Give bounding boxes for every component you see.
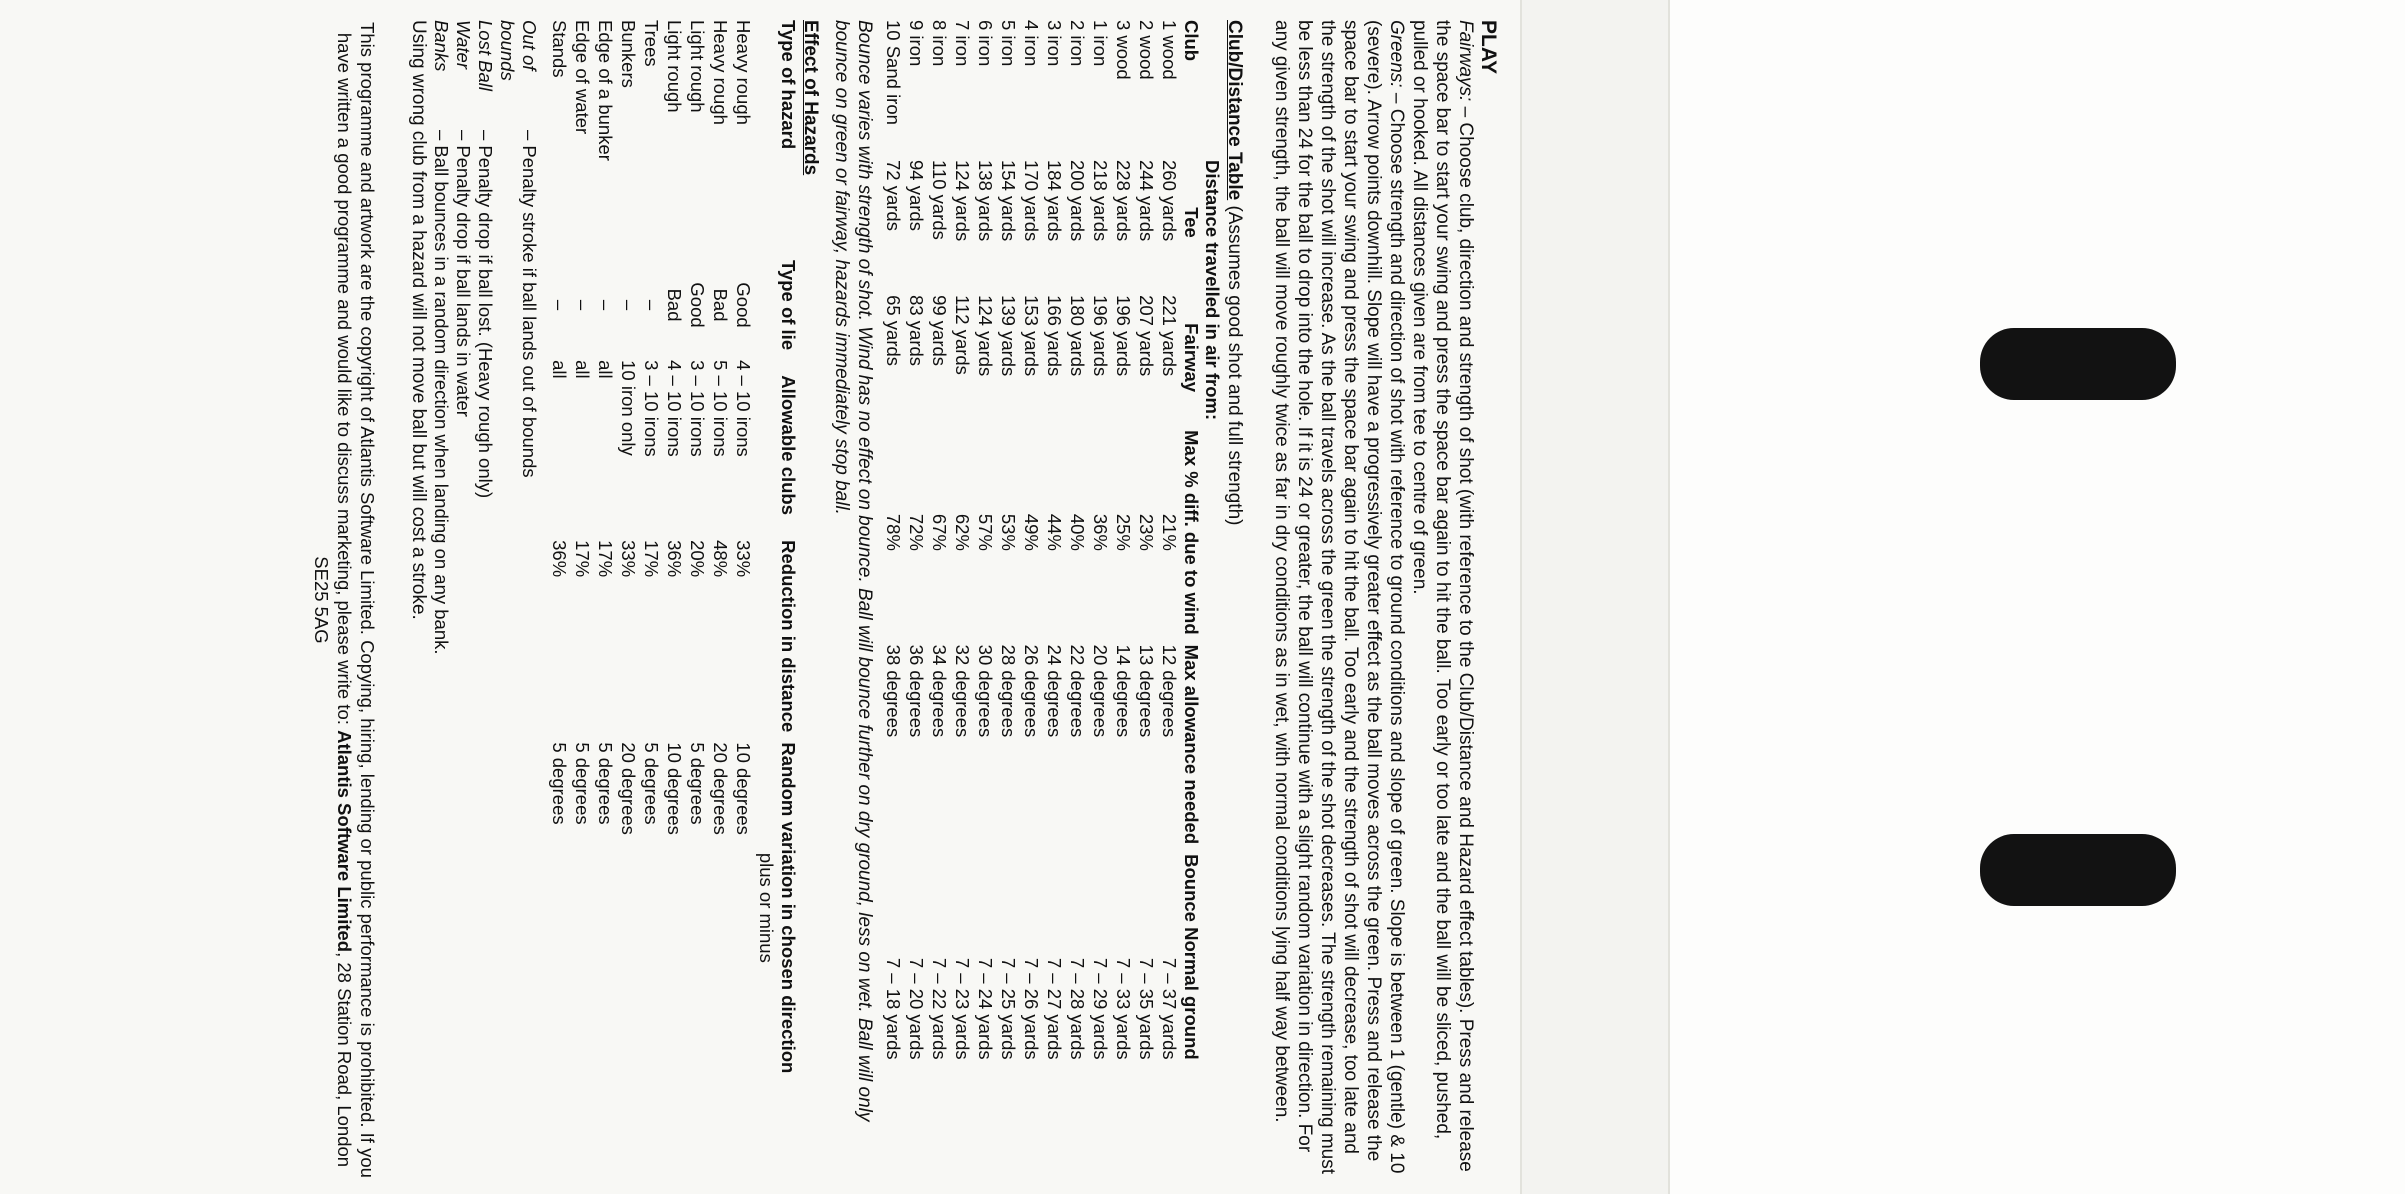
bounce-note: Bounce varies with strength of shot. Wind has no effect on bounce. Ball will bounce further on dry ground, less on wet. Ball will only bounce on green or fairway, hazards immediately stop ball.	[831, 20, 875, 1122]
cell-clubs: 10 iron only	[618, 360, 639, 456]
hazard-row	[594, 20, 617, 1083]
copyright-notice	[310, 20, 379, 1180]
cell-club: 7 iron	[952, 20, 973, 67]
cell-fairway: 65 yards	[883, 295, 904, 367]
rotated-instructions	[30, 20, 1500, 1180]
cell-bounce: 7 – 28 yards	[1067, 957, 1088, 1060]
cell-clubs: 4 – 10 irons	[733, 360, 754, 457]
punch-hole	[1980, 328, 2176, 400]
cell-type: Light rough	[687, 20, 708, 113]
cell-type: Stands	[549, 20, 570, 78]
club-row	[1158, 20, 1181, 1070]
hazard-table-title: Effect of Hazards	[800, 20, 821, 176]
club-row	[1066, 20, 1089, 1070]
cell-wind: 40%	[1067, 513, 1088, 551]
cell-club: 1 wood	[1159, 20, 1180, 80]
cell-wind: 67%	[929, 513, 950, 551]
rule-text: – Penalty drop if ball lost. (Heavy rough only)	[475, 130, 496, 499]
col-distance-group: Distance travelled in air from:	[1202, 160, 1223, 421]
cell-fairway: 83 yards	[906, 295, 927, 367]
cell-wind: 44%	[1044, 513, 1065, 551]
cell-variation: 5 degrees	[549, 742, 570, 825]
cell-variation: 5 degrees	[641, 742, 662, 825]
cell-allowance: 13 degrees	[1136, 644, 1157, 738]
cell-lie: Bad	[710, 288, 731, 322]
plus-minus-label: plus or minus	[756, 852, 777, 963]
hazard-table-body	[548, 20, 755, 1083]
cell-bounce: 7 – 25 yards	[998, 957, 1019, 1060]
cell-fairway: 196 yards	[1090, 295, 1111, 377]
cell-wind: 57%	[975, 513, 996, 551]
company-name: Atlantis Software Limited	[334, 730, 355, 953]
cell-reduction: 33%	[733, 540, 754, 578]
cell-bounce: 7 – 37 yards	[1159, 957, 1180, 1060]
cell-lie: Good	[733, 282, 754, 328]
cell-reduction: 17%	[595, 540, 616, 578]
col-allowance: Max allowance needed	[1181, 644, 1202, 845]
rule-term: Banks	[431, 20, 452, 72]
cell-tee: 94 yards	[906, 160, 927, 231]
club-row	[951, 20, 974, 1070]
greens-text: – Choose strength and direction of shot with reference to ground conditions and slope of green. Slope is between 1 (gentle) & 10 (severe). Arrow points downhill. Slope will have a progressively greater effect as the ball moves across the green. Press and release the space bar to start your swing and press the space bar again to hit the ball. Too early and the strength of shot will decrease, too late and the strength of the shot will increase. As the ball travels across the green the strength of the shot decreases. The strength remaining must be less than 24 for the ball to drop into the hole. If it is 24 or greater, the ball will continue with a slight random variation in direction. For any given strength, the ball will move roughly twice as far in dry conditions as in wet, with normal conditions lying half way between.	[1271, 20, 1407, 1174]
cell-clubs: all	[549, 360, 570, 379]
cell-lie: –	[641, 299, 662, 311]
flap-panel	[1668, 0, 2405, 1194]
rule-text: – Penalty stroke if ball lands out of bounds	[519, 130, 540, 478]
cell-bounce: 7 – 22 yards	[929, 957, 950, 1060]
cell-type: Heavy rough	[710, 20, 731, 125]
hazard-row	[663, 20, 686, 1083]
cell-club: 5 iron	[998, 20, 1019, 67]
copyright-text: This programme and artwork are the copyright of Atlantis Software Limited. Copying, hiring, lending or public performance is prohibited. If you have written a good programme and would like to discuss marketing, please write to:	[334, 22, 378, 1178]
hazard-row	[640, 20, 663, 1083]
cell-tee: 138 yards	[975, 160, 996, 242]
cell-club: 6 iron	[975, 20, 996, 67]
cell-fairway: 196 yards	[1113, 295, 1134, 377]
fairways-label: Fairways:	[1455, 20, 1476, 102]
club-distance-table	[882, 20, 1223, 1070]
cell-type: Edge of a bunker	[595, 20, 616, 161]
cell-lie: Bad	[664, 288, 685, 322]
club-row	[1112, 20, 1135, 1070]
cell-bounce: 7 – 24 yards	[975, 957, 996, 1060]
cell-allowance: 38 degrees	[883, 644, 904, 738]
col-fairway: Fairway	[1181, 323, 1202, 393]
cell-wind: 25%	[1113, 513, 1134, 551]
cell-allowance: 36 degrees	[906, 644, 927, 738]
col-reduction: Reduction in distance	[778, 540, 799, 733]
cell-clubs: all	[595, 360, 616, 379]
wrong-club-rule: Using wrong club from a hazard will not move ball but will cost a stroke.	[408, 20, 429, 620]
hazard-row	[732, 20, 755, 1083]
hazard-row	[617, 20, 640, 1083]
cell-allowance: 14 degrees	[1113, 644, 1134, 738]
cell-allowance: 24 degrees	[1044, 644, 1065, 738]
cell-tee: 228 yards	[1113, 160, 1134, 242]
cell-bounce: 7 – 33 yards	[1113, 957, 1134, 1060]
cell-clubs: 4 – 10 irons	[664, 360, 685, 457]
cell-wind: 78%	[883, 513, 904, 551]
hazard-rules	[430, 20, 540, 1180]
cell-clubs: 3 – 10 irons	[641, 360, 662, 457]
col-lie: Type of lie	[778, 260, 799, 351]
fold-line	[1520, 0, 1522, 1194]
cell-variation: 10 degrees	[733, 742, 754, 835]
cell-reduction: 36%	[549, 540, 570, 578]
hazard-table	[548, 20, 799, 1083]
cell-allowance: 28 degrees	[998, 644, 1019, 738]
cell-club: 3 wood	[1113, 20, 1134, 80]
cell-allowance: 22 degrees	[1067, 644, 1088, 738]
cell-allowance: 32 degrees	[952, 644, 973, 738]
club-row	[882, 20, 905, 1070]
cell-variation: 20 degrees	[710, 742, 731, 835]
club-table-body	[882, 20, 1181, 1070]
cell-clubs: 3 – 10 irons	[687, 360, 708, 457]
cell-club: 8 iron	[929, 20, 950, 67]
cell-bounce: 7 – 29 yards	[1090, 957, 1111, 1060]
cell-tee: 218 yards	[1090, 160, 1111, 242]
cell-allowance: 12 degrees	[1159, 644, 1180, 738]
cell-wind: 23%	[1136, 513, 1157, 551]
hazard-row	[709, 20, 732, 1083]
cell-club: 9 iron	[906, 20, 927, 67]
col-hazard-type: Type of hazard	[778, 20, 799, 150]
cell-allowance: 26 degrees	[1021, 644, 1042, 738]
cell-fairway: 153 yards	[1021, 295, 1042, 377]
fairways-text: – Choose club, direction and strength of shot (with reference to the Club/Distance and Hazard effect tables). Press and release the space bar to start your swing and press the space bar again to hit the ball. Too early or too late and the ball will be sliced, pushed, pulled or hooked. All distances given are from tee to centre of green.	[1409, 20, 1476, 1172]
cell-tee: 200 yards	[1067, 160, 1088, 242]
cell-allowance: 34 degrees	[929, 644, 950, 738]
cell-lie: Good	[687, 282, 708, 328]
cell-fairway: 99 yards	[929, 295, 950, 367]
fold-line	[1668, 0, 1670, 1194]
cell-fairway: 112 yards	[952, 295, 973, 375]
fairways-paragraph	[1408, 20, 1477, 1180]
col-clubs: Allowable clubs	[778, 375, 799, 516]
cell-lie: –	[595, 299, 616, 311]
cell-type: Bunkers	[618, 20, 639, 88]
cell-type: Heavy rough	[733, 20, 754, 125]
cell-tee: 72 yards	[883, 160, 904, 231]
cell-reduction: 36%	[664, 540, 685, 578]
cell-type: Trees	[641, 20, 662, 67]
cell-tee: 154 yards	[998, 160, 1019, 242]
cell-fairway: 221 yards	[1159, 295, 1180, 377]
cell-reduction: 48%	[710, 540, 731, 578]
col-tee: Tee	[1181, 207, 1202, 238]
cell-club: 1 iron	[1090, 20, 1111, 67]
club-row	[1135, 20, 1158, 1070]
rule-text: – Ball bounces in a random direction when landing on any bank.	[431, 130, 452, 655]
cell-wind: 36%	[1090, 513, 1111, 551]
club-row	[974, 20, 997, 1070]
cell-fairway: 139 yards	[998, 295, 1019, 377]
club-table-subtitle: (Assumes good shot and full strength)	[1224, 205, 1245, 526]
cell-variation: 5 degrees	[595, 742, 616, 825]
cell-bounce: 7 – 35 yards	[1136, 957, 1157, 1060]
rule-term: Out of bounds	[497, 20, 540, 81]
cell-lie: –	[549, 299, 570, 311]
rule-text: – Penalty drop if ball lands in water	[453, 130, 474, 417]
club-row	[1089, 20, 1112, 1070]
col-wind: Max % diff. due to wind	[1181, 430, 1202, 635]
cell-reduction: 20%	[687, 540, 708, 578]
cell-tee: 244 yards	[1136, 160, 1157, 242]
play-heading: PLAY	[1477, 20, 1500, 75]
club-row	[997, 20, 1020, 1070]
club-row	[928, 20, 951, 1070]
cell-bounce: 7 – 27 yards	[1044, 957, 1065, 1060]
cell-club: 2 wood	[1136, 20, 1157, 80]
greens-paragraph	[1270, 20, 1408, 1180]
cell-club: 4 iron	[1021, 20, 1042, 67]
cell-reduction: 33%	[618, 540, 639, 578]
company-address: , 28 Station Road, London SE25 5AG	[311, 556, 355, 1168]
cell-type: Edge of water	[572, 20, 593, 135]
cell-club: 3 iron	[1044, 20, 1065, 67]
cell-variation: 10 degrees	[664, 742, 685, 835]
cell-fairway: 207 yards	[1136, 295, 1157, 377]
cell-bounce: 7 – 26 yards	[1021, 957, 1042, 1060]
cell-tee: 184 yards	[1044, 160, 1065, 242]
cell-wind: 21%	[1159, 513, 1180, 551]
spine-panel	[1520, 0, 1668, 1194]
club-row	[905, 20, 928, 1070]
cell-wind: 49%	[1021, 513, 1042, 551]
cell-tee: 170 yards	[1021, 160, 1042, 242]
cell-wind: 53%	[998, 513, 1019, 551]
greens-label: Greens:	[1386, 20, 1407, 88]
cell-type: Light rough	[664, 20, 685, 113]
col-bounce: Bounce Normal ground	[1181, 854, 1202, 1060]
cell-variation: 5 degrees	[572, 742, 593, 825]
cell-variation: 5 degrees	[687, 742, 708, 825]
cell-clubs: all	[572, 360, 593, 379]
cell-bounce: 7 – 18 yards	[883, 957, 904, 1060]
cell-club: 10 Sand iron	[883, 20, 904, 125]
cell-fairway: 166 yards	[1044, 295, 1065, 377]
cell-fairway: 180 yards	[1067, 295, 1088, 377]
cell-reduction: 17%	[572, 540, 593, 578]
col-variation: Random variation in chosen direction	[778, 742, 799, 1074]
cell-variation: 20 degrees	[618, 742, 639, 835]
club-table-title: Club/Distance Table	[1224, 20, 1245, 201]
col-club: Club	[1181, 20, 1202, 62]
cell-allowance: 20 degrees	[1090, 644, 1111, 738]
cell-reduction: 17%	[641, 540, 662, 578]
cell-lie: –	[572, 299, 593, 311]
cell-fairway: 124 yards	[975, 295, 996, 377]
cell-tee: 124 yards	[952, 160, 973, 242]
cell-bounce: 7 – 23 yards	[952, 957, 973, 1060]
hazard-row	[548, 20, 571, 1083]
cell-club: 2 iron	[1067, 20, 1088, 67]
cell-lie: –	[618, 299, 639, 311]
club-row	[1020, 20, 1043, 1070]
cell-wind: 62%	[952, 513, 973, 551]
cell-wind: 72%	[906, 513, 927, 551]
hazard-row	[686, 20, 709, 1083]
club-row	[1043, 20, 1066, 1070]
cell-tee: 110 yards	[929, 160, 950, 240]
punch-hole	[1980, 834, 2176, 906]
hazard-row	[571, 20, 594, 1083]
club-table-caption	[1223, 20, 1246, 1180]
rule-term: Water	[453, 20, 474, 70]
cell-clubs: 5 – 10 irons	[710, 360, 731, 457]
cell-tee: 260 yards	[1159, 160, 1180, 242]
cell-bounce: 7 – 20 yards	[906, 957, 927, 1060]
cell-allowance: 30 degrees	[975, 644, 996, 738]
rule-term: Lost Ball	[475, 20, 496, 91]
